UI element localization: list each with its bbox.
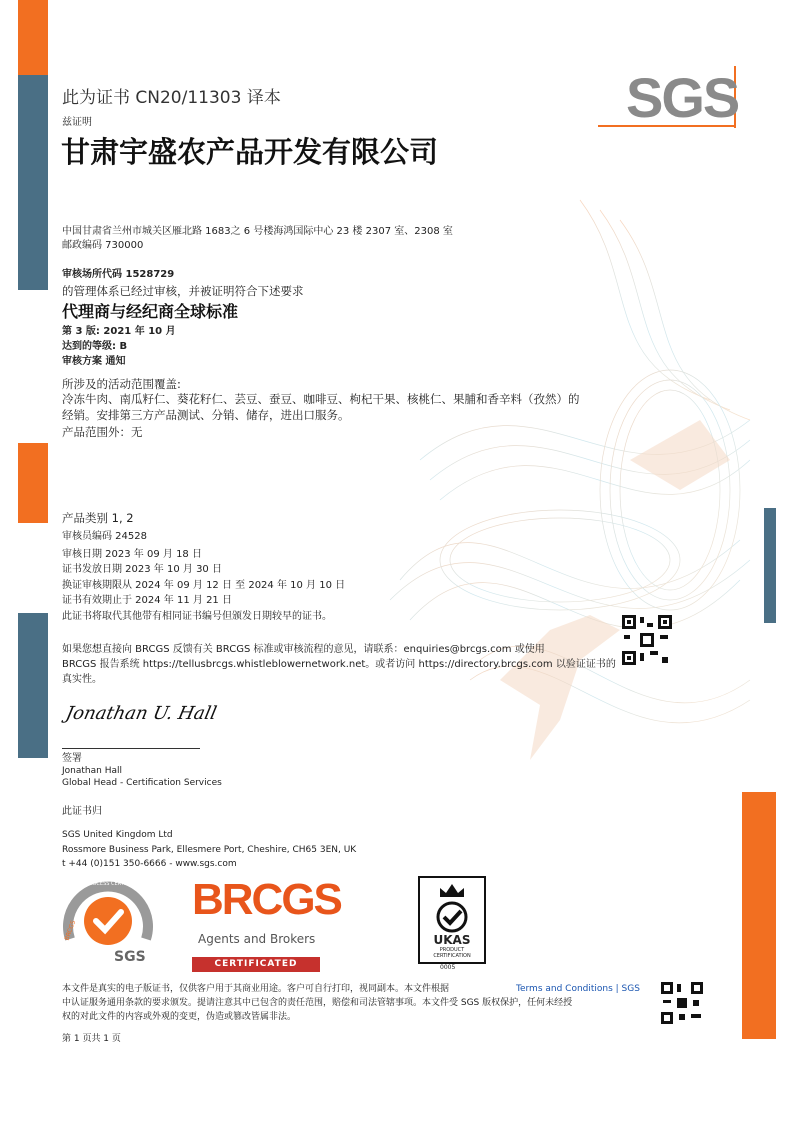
- standard-version: 第 3 版: 2021 年 10 月: [62, 326, 176, 337]
- certify-label: 兹证明: [62, 117, 92, 128]
- audit-date: 审核日期 2023 年 09 月 18 日: [62, 549, 202, 560]
- company-name: 甘肃宇盛农产品开发有限公司: [61, 135, 439, 169]
- qr-code[interactable]: [622, 615, 672, 665]
- sgs-logo: SGS: [598, 66, 758, 146]
- auditor-number: 审核员编码 24528: [62, 531, 147, 542]
- decorative-guilloche-artwork: [380, 160, 760, 800]
- ukas-number: 0005: [440, 964, 456, 971]
- footer-qr-code[interactable]: [661, 982, 703, 1024]
- left-orange-bar: [18, 0, 48, 75]
- signature-label: 签署: [62, 753, 82, 764]
- address-line: 中国甘肃省兰州市城关区雁北路 1683之 6 号楼海鸿国际中心 23 楼 2307 室、2308 室: [62, 226, 453, 237]
- crown-icon: [437, 882, 467, 900]
- right-orange-bar: [742, 792, 776, 1039]
- ukas-logo: [418, 876, 486, 972]
- site-code: [62, 268, 174, 282]
- owner-contact: t +44 (0)151 350-6666 - www.sgs.com: [62, 859, 237, 869]
- owner-company: SGS United Kingdom Ltd: [62, 830, 173, 840]
- recert-window: 换证审核期限从 2024 年 09 月 12 日 至 2024 年 10 月 10 日: [62, 580, 346, 591]
- certificate-number-line: 此为证书 CN20/11303 译本: [62, 88, 281, 108]
- scope-line-1: 冷冻牛肉、南瓜籽仁、葵花籽仁、芸豆、蚕豆、咖啡豆、枸杞干果、核桃仁、果脯和香辛料（孜然）的: [62, 392, 580, 406]
- footer-line-2: 中认证服务通用条款的要求颁发。提请注意其中已包含的责任范围，赔偿和司法管辖事项。本文件受 SGS 版权保护，任何未经授: [62, 998, 573, 1008]
- left-orange-bar-2: [18, 443, 48, 523]
- signatory-name: Jonathan Hall: [62, 766, 122, 776]
- left-slate-bar-2: [18, 613, 48, 758]
- scope-exclusions: 产品范围外：无: [62, 425, 143, 439]
- ukas-text: UKAS: [433, 933, 471, 947]
- site-code-value: 1528729: [125, 269, 175, 280]
- issue-date: 证书发放日期 2023 年 10 月 30 日: [62, 564, 222, 575]
- right-slate-bar: [764, 508, 776, 623]
- brcgs-certificated-label: CERTIFICATED: [214, 959, 298, 969]
- audit-statement: 的管理体系已经过审核，并被证明符合下述要求: [62, 284, 304, 298]
- badge-top-text: PROCESS CERTIFICATION: [86, 881, 149, 887]
- badge-side-text: BRCGS: [63, 919, 78, 942]
- signatory-role: Global Head - Certification Services: [62, 778, 222, 788]
- scope-intro: 所涉及的活动范围覆盖:: [62, 377, 181, 391]
- feedback-line-3: 真实性。: [62, 674, 102, 685]
- site-code-label: 审核场所代码: [62, 269, 122, 280]
- postal-code: 邮政编码 730000: [62, 240, 144, 251]
- brcgs-sub-label: Agents and Brokers: [198, 932, 316, 946]
- brcgs-logo: BRCGS Agents and Brokers CERTIFICATED: [190, 875, 320, 973]
- process-certification-badge: [58, 875, 158, 970]
- ukas-product-text: PRODUCT: [439, 947, 465, 953]
- grade: 达到的等级: B: [62, 341, 128, 352]
- product-category: 产品类别 1, 2: [62, 511, 134, 525]
- feedback-line-2: BRCGS 报告系统 https://tellusbrcgs.whistleblowernetwork.net。或者访问 https://directory.brcgs.com 以验证证书的: [62, 659, 616, 670]
- ukas-cert-text: CERTIFICATION: [433, 953, 471, 959]
- badge-sgs-text: SGS: [114, 949, 146, 965]
- audit-scheme: 审核方案 通知: [62, 356, 126, 367]
- feedback-line-1: 如果您想直接向 BRCGS 反馈有关 BRCGS 标准或审核流程的意见，请联系：enquiries@brcgs.com 或使用: [62, 644, 545, 655]
- page-number: 第 1 页共 1 页: [62, 1034, 121, 1044]
- expiry-date: 证书有效期止于 2024 年 11 月 21 日: [62, 595, 232, 606]
- tick-circle-icon: [435, 900, 469, 934]
- footer-line-1: 本文件是真实的电子版证书，仅供客户用于其商业用途。客户可自行打印，视同副本。本文件根据: [62, 984, 450, 994]
- owner-label: 此证书归: [62, 806, 102, 817]
- signature-line: [62, 748, 200, 749]
- standard-title: 代理商与经纪商全球标准: [62, 302, 239, 321]
- footer-line-3: 权的对此文件的内容或外观的变更，伪造或篡改皆属非法。: [62, 1012, 297, 1022]
- handwritten-signature: Jonathan U. Hall: [63, 703, 219, 724]
- left-slate-bar: [18, 75, 48, 290]
- scope-line-2: 经销。安排第三方产品测试、分销、储存，进出口服务。: [62, 408, 350, 422]
- owner-address: Rossmore Business Park, Ellesmere Port, Cheshire, CH65 3EN, UK: [62, 845, 357, 855]
- supersede-note: 此证书将取代其他带有相同证书编号但颁发日期较早的证书。: [62, 611, 332, 622]
- terms-link[interactable]: Terms and Conditions | SGS: [516, 984, 640, 994]
